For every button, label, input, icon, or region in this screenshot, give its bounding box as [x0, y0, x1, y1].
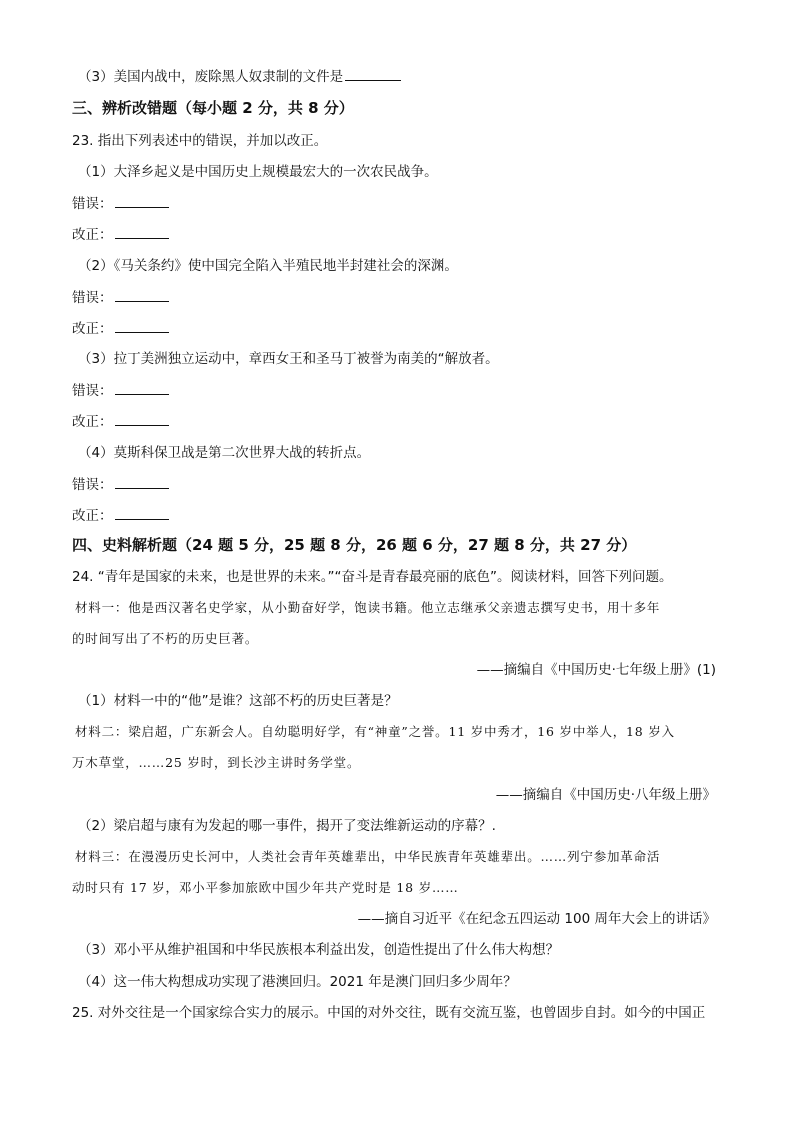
source-3: ——摘自习近平《在纪念五四运动 100 周年大会上的讲话》: [357, 911, 716, 927]
material-2-line-1: 材料二：梁启超，广东新会人。自幼聪明好学，有“神童”之誉。11 岁中秀才，16 岁中举人，18 岁入: [75, 724, 675, 739]
question-22-3: [78, 66, 401, 87]
section-4-title: 四、史料解析题（24 题 5 分，25 题 8 分，26 题 6 分，27 题 8 分，共 27 分）: [72, 536, 637, 554]
answer-blank[interactable]: [115, 380, 169, 395]
question-25-stem: 25. 对外交往是一个国家综合实力的展示。中国的对外交往，既有交流互鉴，也曾固步自封。如今的中国正: [72, 1005, 706, 1021]
answer-blank[interactable]: [345, 66, 401, 81]
source-2: ——摘编自《中国历史·八年级上册》: [495, 787, 716, 803]
correct-label: 改正：: [72, 414, 113, 430]
correct-line: [72, 318, 169, 339]
question-text: （3）美国内战中，废除黑人奴隶制的文件是: [78, 69, 344, 85]
error-label: 错误：: [72, 383, 113, 399]
correct-label: 改正：: [72, 508, 113, 524]
answer-blank[interactable]: [115, 474, 169, 489]
question-24-2: （2）梁启超与康有为发起的哪一事件，揭开了变法维新运动的序幕？.: [78, 818, 496, 834]
question-24-stem: 24. “青年是国家的未来，也是世界的未来。”“奋斗是青春最亮丽的底色”。阅读材料，回答下列问题。: [72, 569, 673, 585]
error-line: [72, 380, 169, 401]
correct-label: 改正：: [72, 227, 113, 243]
answer-blank[interactable]: [115, 318, 169, 333]
correct-line: [72, 224, 169, 245]
question-23-stem: 23. 指出下列表述中的错误，并加以改正。: [72, 133, 328, 149]
answer-blank[interactable]: [115, 505, 169, 520]
material-3-line-1: 材料三：在漫漫历史长河中，人类社会青年英雄辈出，中华民族青年英雄辈出。……列宁参加革命活: [75, 849, 661, 864]
correct-line: [72, 505, 169, 526]
error-line: [72, 474, 169, 495]
answer-blank[interactable]: [115, 411, 169, 426]
question-24-1: （1）材料一中的“他”是谁？这部不朽的历史巨著是？: [78, 693, 398, 709]
source-1: ——摘编自《中国历史·七年级上册》(1): [476, 662, 716, 678]
error-line: [72, 193, 169, 214]
error-label: 错误：: [72, 477, 113, 493]
answer-blank[interactable]: [115, 224, 169, 239]
question-23-item-1: （1）大泽乡起义是中国历史上规模最宏大的一次农民战争。: [78, 164, 438, 180]
error-label: 错误：: [72, 196, 113, 212]
material-3-line-2: 动时只有 17 岁，邓小平参加旅欧中国少年共产党时是 18 岁……: [72, 880, 459, 895]
question-24-3: （3）邓小平从维护祖国和中华民族根本利益出发，创造性提出了什么伟大构想？: [78, 942, 560, 958]
material-1-line-2: 的时间写出了不朽的历史巨著。: [72, 631, 259, 646]
question-23-item-2: （2）《马关条约》使中国完全陷入半殖民地半封建社会的深渊。: [78, 258, 458, 274]
answer-blank[interactable]: [115, 287, 169, 302]
section-3-title: 三、辨析改错题（每小题 2 分，共 8 分）: [72, 99, 354, 117]
question-23-item-4: （4）莫斯科保卫战是第二次世界大战的转折点。: [78, 445, 371, 461]
question-24-4: （4）这一伟大构想成功实现了港澳回归。2021 年是澳门回归多少周年？: [78, 974, 517, 990]
correct-label: 改正：: [72, 321, 113, 337]
material-2-line-2: 万木草堂，……25 岁时，到长沙主讲时务学堂。: [72, 755, 361, 770]
material-1-line-1: 材料一：他是西汉著名史学家，从小勤奋好学，饱读书籍。他立志继承父亲遗志撰写史书，用十多年: [75, 600, 661, 615]
error-line: [72, 287, 169, 308]
error-label: 错误：: [72, 290, 113, 306]
question-23-item-3: （3）拉丁美洲独立运动中，章西女王和圣马丁被誉为南美的“解放者。: [78, 351, 499, 367]
answer-blank[interactable]: [115, 193, 169, 208]
correct-line: [72, 411, 169, 432]
